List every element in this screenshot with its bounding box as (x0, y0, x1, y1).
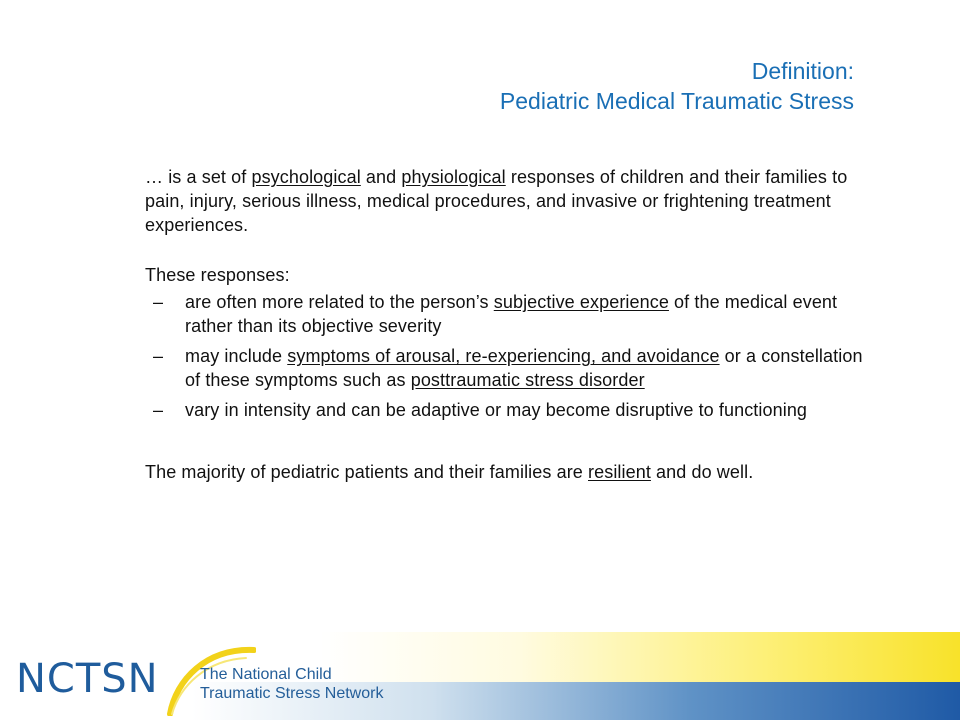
intro-underline-physiological: physiological (401, 167, 506, 187)
list-item (145, 398, 865, 422)
intro-text-3: responses of children and their families to pain, injury, serious illness, medical procedures, and invasive or frightening treatment experiences. (145, 167, 848, 235)
bullet-underline: subjective experience (493, 292, 669, 312)
responses-list (145, 290, 865, 422)
intro-underline-psychological: psychological (251, 167, 361, 187)
bullet-text: may include (185, 346, 288, 366)
bullet-text: or a constellation of these symptoms such as (185, 346, 863, 390)
slide-body (145, 165, 865, 484)
network-line-2: Traumatic Stress Network (200, 685, 384, 702)
closing-underline-resilient: resilient (588, 462, 651, 482)
dash-bullet: – (153, 292, 164, 312)
intro-text-1: … is a set of (145, 167, 252, 187)
list-item (145, 290, 865, 338)
list-item (145, 344, 865, 392)
intro-text-2: and (360, 167, 402, 187)
dash-bullet: – (153, 346, 164, 366)
responses-label: These responses: (145, 265, 290, 285)
closing-text-1: The majority of pediatric patients and their families are (145, 462, 589, 482)
dash-bullet: – (153, 400, 164, 420)
title-line-1: Definition: (751, 58, 854, 84)
slide-title (500, 56, 854, 116)
footer-banner (0, 632, 960, 720)
closing-text-2: and do well. (650, 462, 754, 482)
network-line-1: The National Child (200, 666, 332, 683)
bullet-underline: posttraumatic stress disorder (410, 370, 645, 390)
title-line-2: Pediatric Medical Traumatic Stress (499, 88, 854, 114)
closing-paragraph (145, 460, 865, 484)
bullet-text: of the medical event rather than its objective severity (185, 292, 838, 336)
bullet-underline: symptoms of arousal, re-experiencing, and avoidance (287, 346, 720, 366)
network-name (200, 665, 383, 703)
bullet-text: vary in intensity and can be adaptive or may become disruptive to functioning (185, 400, 808, 420)
intro-paragraph (145, 165, 865, 237)
bullet-text: are often more related to the person’s (185, 292, 494, 312)
nctsn-logo: NCTSN (16, 656, 159, 702)
